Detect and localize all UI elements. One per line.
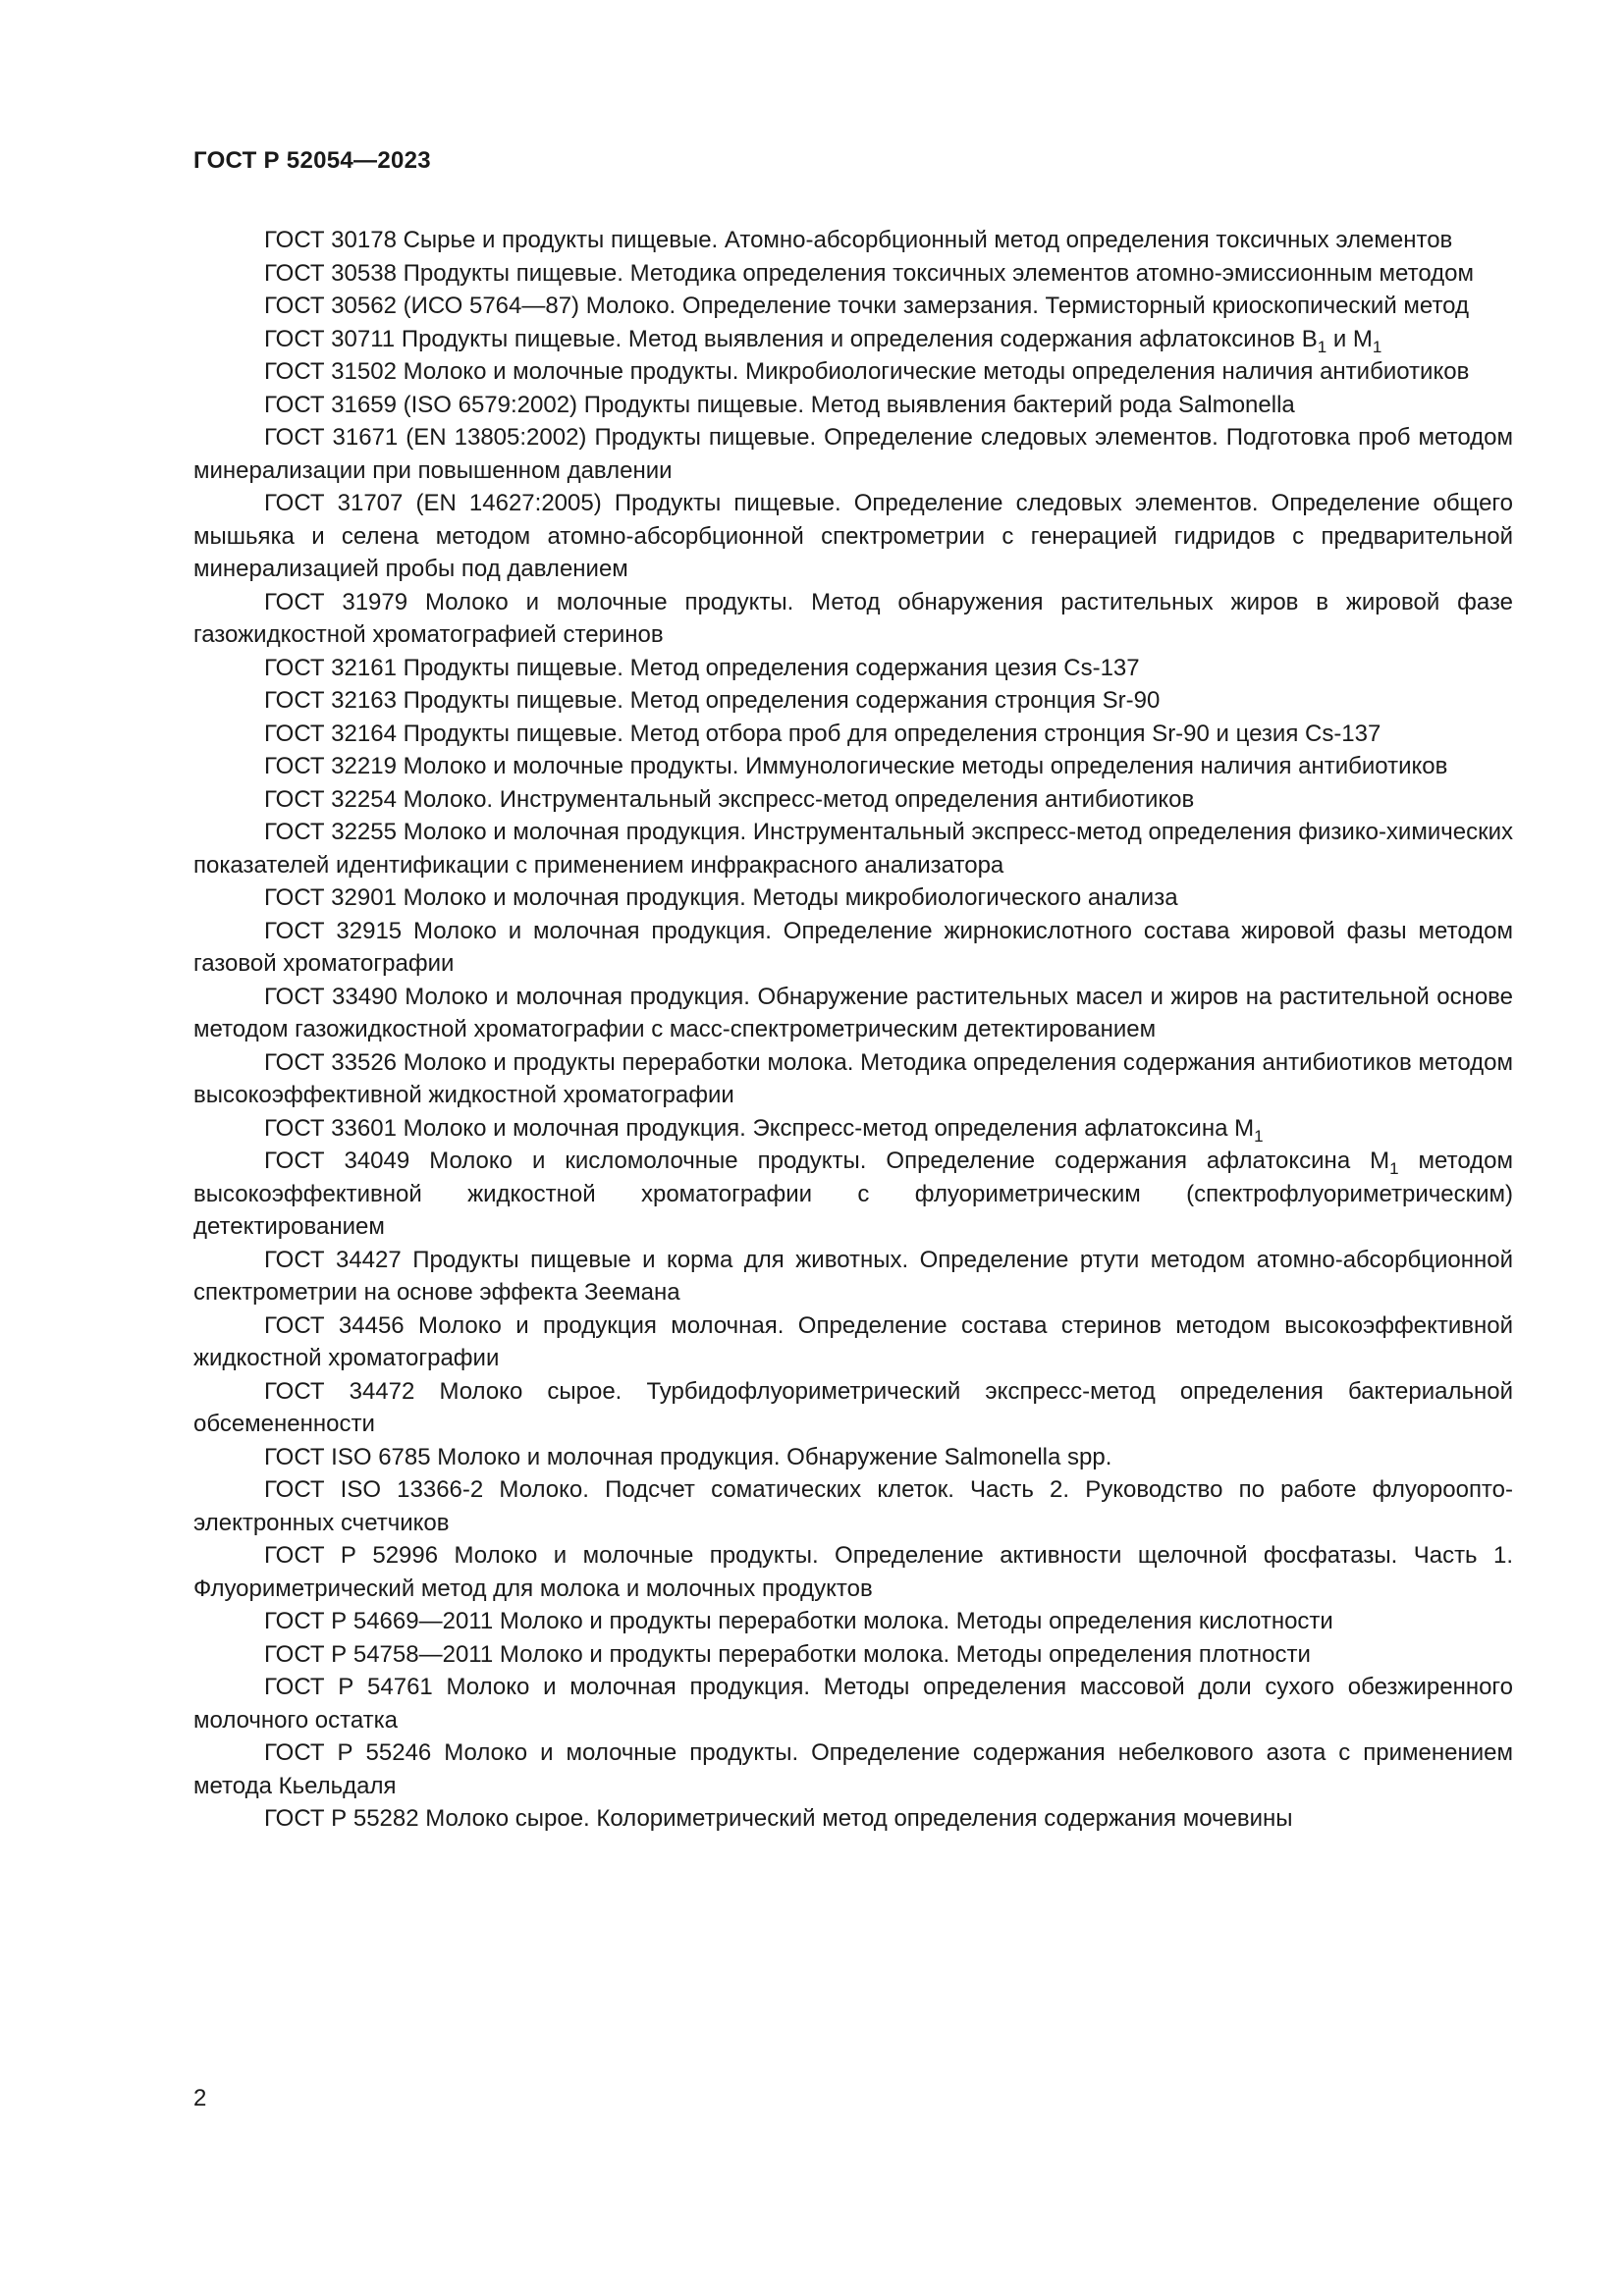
reference-title: Молоко. Инструментальный экспресс-метод определения антибиотиков [403, 785, 1195, 813]
document-header: ГОСТ Р 52054—2023 [193, 147, 431, 174]
reference-code: ГОСТ 30538 [264, 259, 397, 287]
reference-title: Молоко и продукты переработки молока. Методы определения кислотности [499, 1608, 1333, 1634]
reference-item [193, 750, 1513, 783]
reference-item [193, 1441, 1513, 1474]
reference-code: ГОСТ 30711 [264, 325, 396, 352]
reference-code: ГОСТ 31707 (EN 14627:2005) [264, 490, 602, 516]
reference-code: ГОСТ 32161 [264, 654, 397, 681]
normative-references-list [193, 224, 1513, 1836]
reference-title: Продукты пищевые. Метод выявления бактерий рода Salmonella [583, 391, 1295, 418]
reference-item [193, 1375, 1513, 1441]
reference-item [193, 290, 1513, 323]
reference-item [193, 586, 1513, 652]
reference-code: ГОСТ 32254 [264, 785, 397, 813]
reference-code: ГОСТ 34427 [264, 1246, 402, 1273]
reference-title: Молоко и молочные продукты. Микробиологические методы определения наличия антибиотиков [403, 358, 1470, 385]
reference-item [193, 1046, 1513, 1112]
reference-code: ГОСТ Р 52996 [264, 1542, 439, 1569]
reference-code: ГОСТ 31979 [264, 588, 408, 615]
reference-title: Молоко сырое. Турбидофлуориметрический экспресс-метод определения бактериальной обсемененности [193, 1377, 1514, 1437]
reference-title: Молоко и молочные продукты. Метод обнаружения растительных жиров в жировой фазе газожидкостной хроматографией стеринов [193, 588, 1513, 648]
reference-title: Молоко и молочные продукты. Иммунологические методы определения наличия антибиотиков [403, 753, 1448, 779]
reference-title: Продукты пищевые и корма для животных. Определение ртути методом атомно-абсорбционной спектрометрии на основе эффекта Зеемана [193, 1246, 1513, 1306]
reference-item [193, 389, 1513, 422]
reference-title: Молоко и молочная продукция. Методы микробиологического анализа [403, 884, 1178, 911]
reference-code: ГОСТ 32163 [264, 687, 397, 714]
reference-code: ГОСТ 34049 [264, 1148, 410, 1174]
page-number: 2 [193, 2085, 207, 2111]
reference-code: ГОСТ 31671 (EN 13805:2002) [264, 424, 587, 451]
reference-code: ГОСТ 32219 [264, 753, 397, 779]
reference-title: Продукты пищевые. Методика определения токсичных элементов атомно-эмиссионным методом [403, 259, 1474, 287]
reference-title: Молоко и молочные продукты. Определение активности щелочной фосфатазы. Часть 1. Флуориметрический метод для молока и молочных продуктов [193, 1542, 1513, 1602]
reference-title: Молоко и молочная продукция. Инструментальный экспресс-метод определения физико-химических показателей идентификации с применением инфракрасного анализатора [193, 819, 1514, 879]
reference-title: Продукты пищевые. Метод выявления и определения содержания афлатоксинов В [401, 325, 1318, 352]
reference-item [193, 355, 1513, 389]
reference-code: ГОСТ 31502 [264, 358, 397, 385]
subscript: 1 [1317, 337, 1327, 356]
reference-item [193, 1671, 1513, 1736]
subscript: 1 [1389, 1158, 1399, 1178]
reference-title: Молоко. Определение точки замерзания. Термисторный криоскопический метод [585, 293, 1469, 319]
reference-item [193, 881, 1513, 915]
reference-title: Молоко и молочная продукция. Методы определения массовой доли сухого обезжиренного молочного остатка [193, 1674, 1513, 1734]
reference-item [193, 1605, 1513, 1638]
reference-code: ГОСТ Р 55282 [264, 1805, 419, 1832]
reference-code: ГОСТ ISO 6785 [264, 1443, 431, 1470]
reference-item [193, 684, 1513, 718]
reference-code: ГОСТ 31659 (ISO 6579:2002) [264, 391, 578, 418]
reference-title: Продукты пищевые. Метод определения содержания стронция Sr-90 [403, 687, 1161, 714]
reference-item [193, 224, 1513, 257]
reference-item [193, 1244, 1513, 1309]
reference-title: Продукты пищевые. Метод определения содержания цезия Cs-137 [403, 654, 1140, 681]
reference-code: ГОСТ 32901 [264, 884, 397, 911]
reference-code: ГОСТ Р 54669—2011 [264, 1608, 494, 1634]
reference-title: Молоко и продукты переработки молока. Методы определения плотности [499, 1640, 1311, 1668]
reference-item [193, 1112, 1513, 1146]
reference-code: ГОСТ 33490 [264, 983, 398, 1010]
reference-code: ГОСТ Р 55246 [264, 1739, 432, 1766]
reference-item [193, 1736, 1513, 1802]
reference-code: ГОСТ 33526 [264, 1048, 398, 1076]
reference-title: Молоко и молочная продукция. Определение жирнокислотного состава жировой фазы методом газовой хроматографии [193, 917, 1513, 977]
reference-title: Продукты пищевые. Определение следовых элементов. Определение общего мышьяка и селена методом атомно-абсорбционной спектрометрии с генерацией гидридов с предварительной минерализацией пробы под давлением [193, 490, 1514, 582]
reference-title: Молоко и кисломолочные продукты. Определение содержания афлатоксина М [429, 1148, 1390, 1174]
reference-code: ГОСТ 34472 [264, 1377, 415, 1405]
reference-title: Молоко и молочные продукты. Определение содержания небелкового азота с применением метода Кьельдаля [193, 1739, 1513, 1799]
subscript: 1 [1254, 1126, 1264, 1146]
reference-item [193, 487, 1513, 586]
subscript: 1 [1372, 337, 1382, 356]
reference-item [193, 981, 1513, 1046]
reference-code: ГОСТ 32255 [264, 819, 397, 845]
reference-title: Молоко. Подсчет соматических клеток. Часть 2. Руководство по работе флуороопто-электронных счетчиков [193, 1476, 1513, 1536]
reference-code: ГОСТ 34456 [264, 1311, 405, 1339]
reference-title: Молоко и продукты переработки молока. Методика определения содержания антибиотиков методом высокоэффективной жидкостной хроматографии [193, 1048, 1513, 1108]
reference-title: Продукты пищевые. Определение следовых элементов. Подготовка проб методом минерализации при повышенном давлении [193, 424, 1513, 484]
reference-item [193, 783, 1513, 817]
reference-item [193, 816, 1513, 881]
reference-title: Молоко сырое. Колориметрический метод определения содержания мочевины [425, 1805, 1293, 1832]
reference-item [193, 323, 1513, 356]
reference-title: Продукты пищевые. Метод отбора проб для определения стронция Sr-90 и цезия Cs-137 [403, 720, 1381, 747]
reference-item [193, 718, 1513, 751]
reference-item [193, 1539, 1513, 1605]
reference-title: Молоко и молочная продукция. Обнаружение Salmonella spp. [437, 1443, 1112, 1470]
reference-code: ГОСТ ISO 13366-2 [264, 1476, 484, 1503]
reference-item [193, 1638, 1513, 1672]
reference-item [193, 421, 1513, 487]
reference-title: Сырье и продукты пищевые. Атомно-абсорбционный метод определения токсичных элементов [403, 227, 1453, 253]
reference-item [193, 915, 1513, 981]
reference-item [193, 257, 1513, 291]
reference-title-continued: и М [1326, 325, 1373, 352]
reference-item [193, 652, 1513, 685]
reference-title: Молоко и молочная продукция. Экспресс-метод определения афлатоксина М [403, 1114, 1255, 1142]
reference-code: ГОСТ 30562 (ИСО 5764—87) [264, 293, 580, 319]
reference-title: Молоко и продукция молочная. Определение состава стеринов методом высокоэффективной жидкостной хроматографии [193, 1311, 1513, 1371]
reference-code: ГОСТ 30178 [264, 227, 397, 253]
reference-code: ГОСТ Р 54761 [264, 1674, 433, 1700]
reference-title-continued: методом высокоэффективной жидкостной хроматографии с флуориметрическим (спектрофлуориметрическим) детектированием [193, 1148, 1514, 1240]
reference-item [193, 1309, 1513, 1375]
reference-title: Молоко и молочная продукция. Обнаружение растительных масел и жиров на растительной основе методом газожидкостной хроматографии с масс-спектрометрическим детектированием [193, 983, 1514, 1042]
reference-item [193, 1145, 1513, 1244]
reference-code: ГОСТ 32164 [264, 720, 397, 747]
reference-item [193, 1473, 1513, 1539]
reference-code: ГОСТ Р 54758—2011 [264, 1640, 494, 1668]
reference-code: ГОСТ 32915 [264, 917, 403, 944]
reference-code: ГОСТ 33601 [264, 1114, 397, 1142]
reference-item [193, 1802, 1513, 1836]
